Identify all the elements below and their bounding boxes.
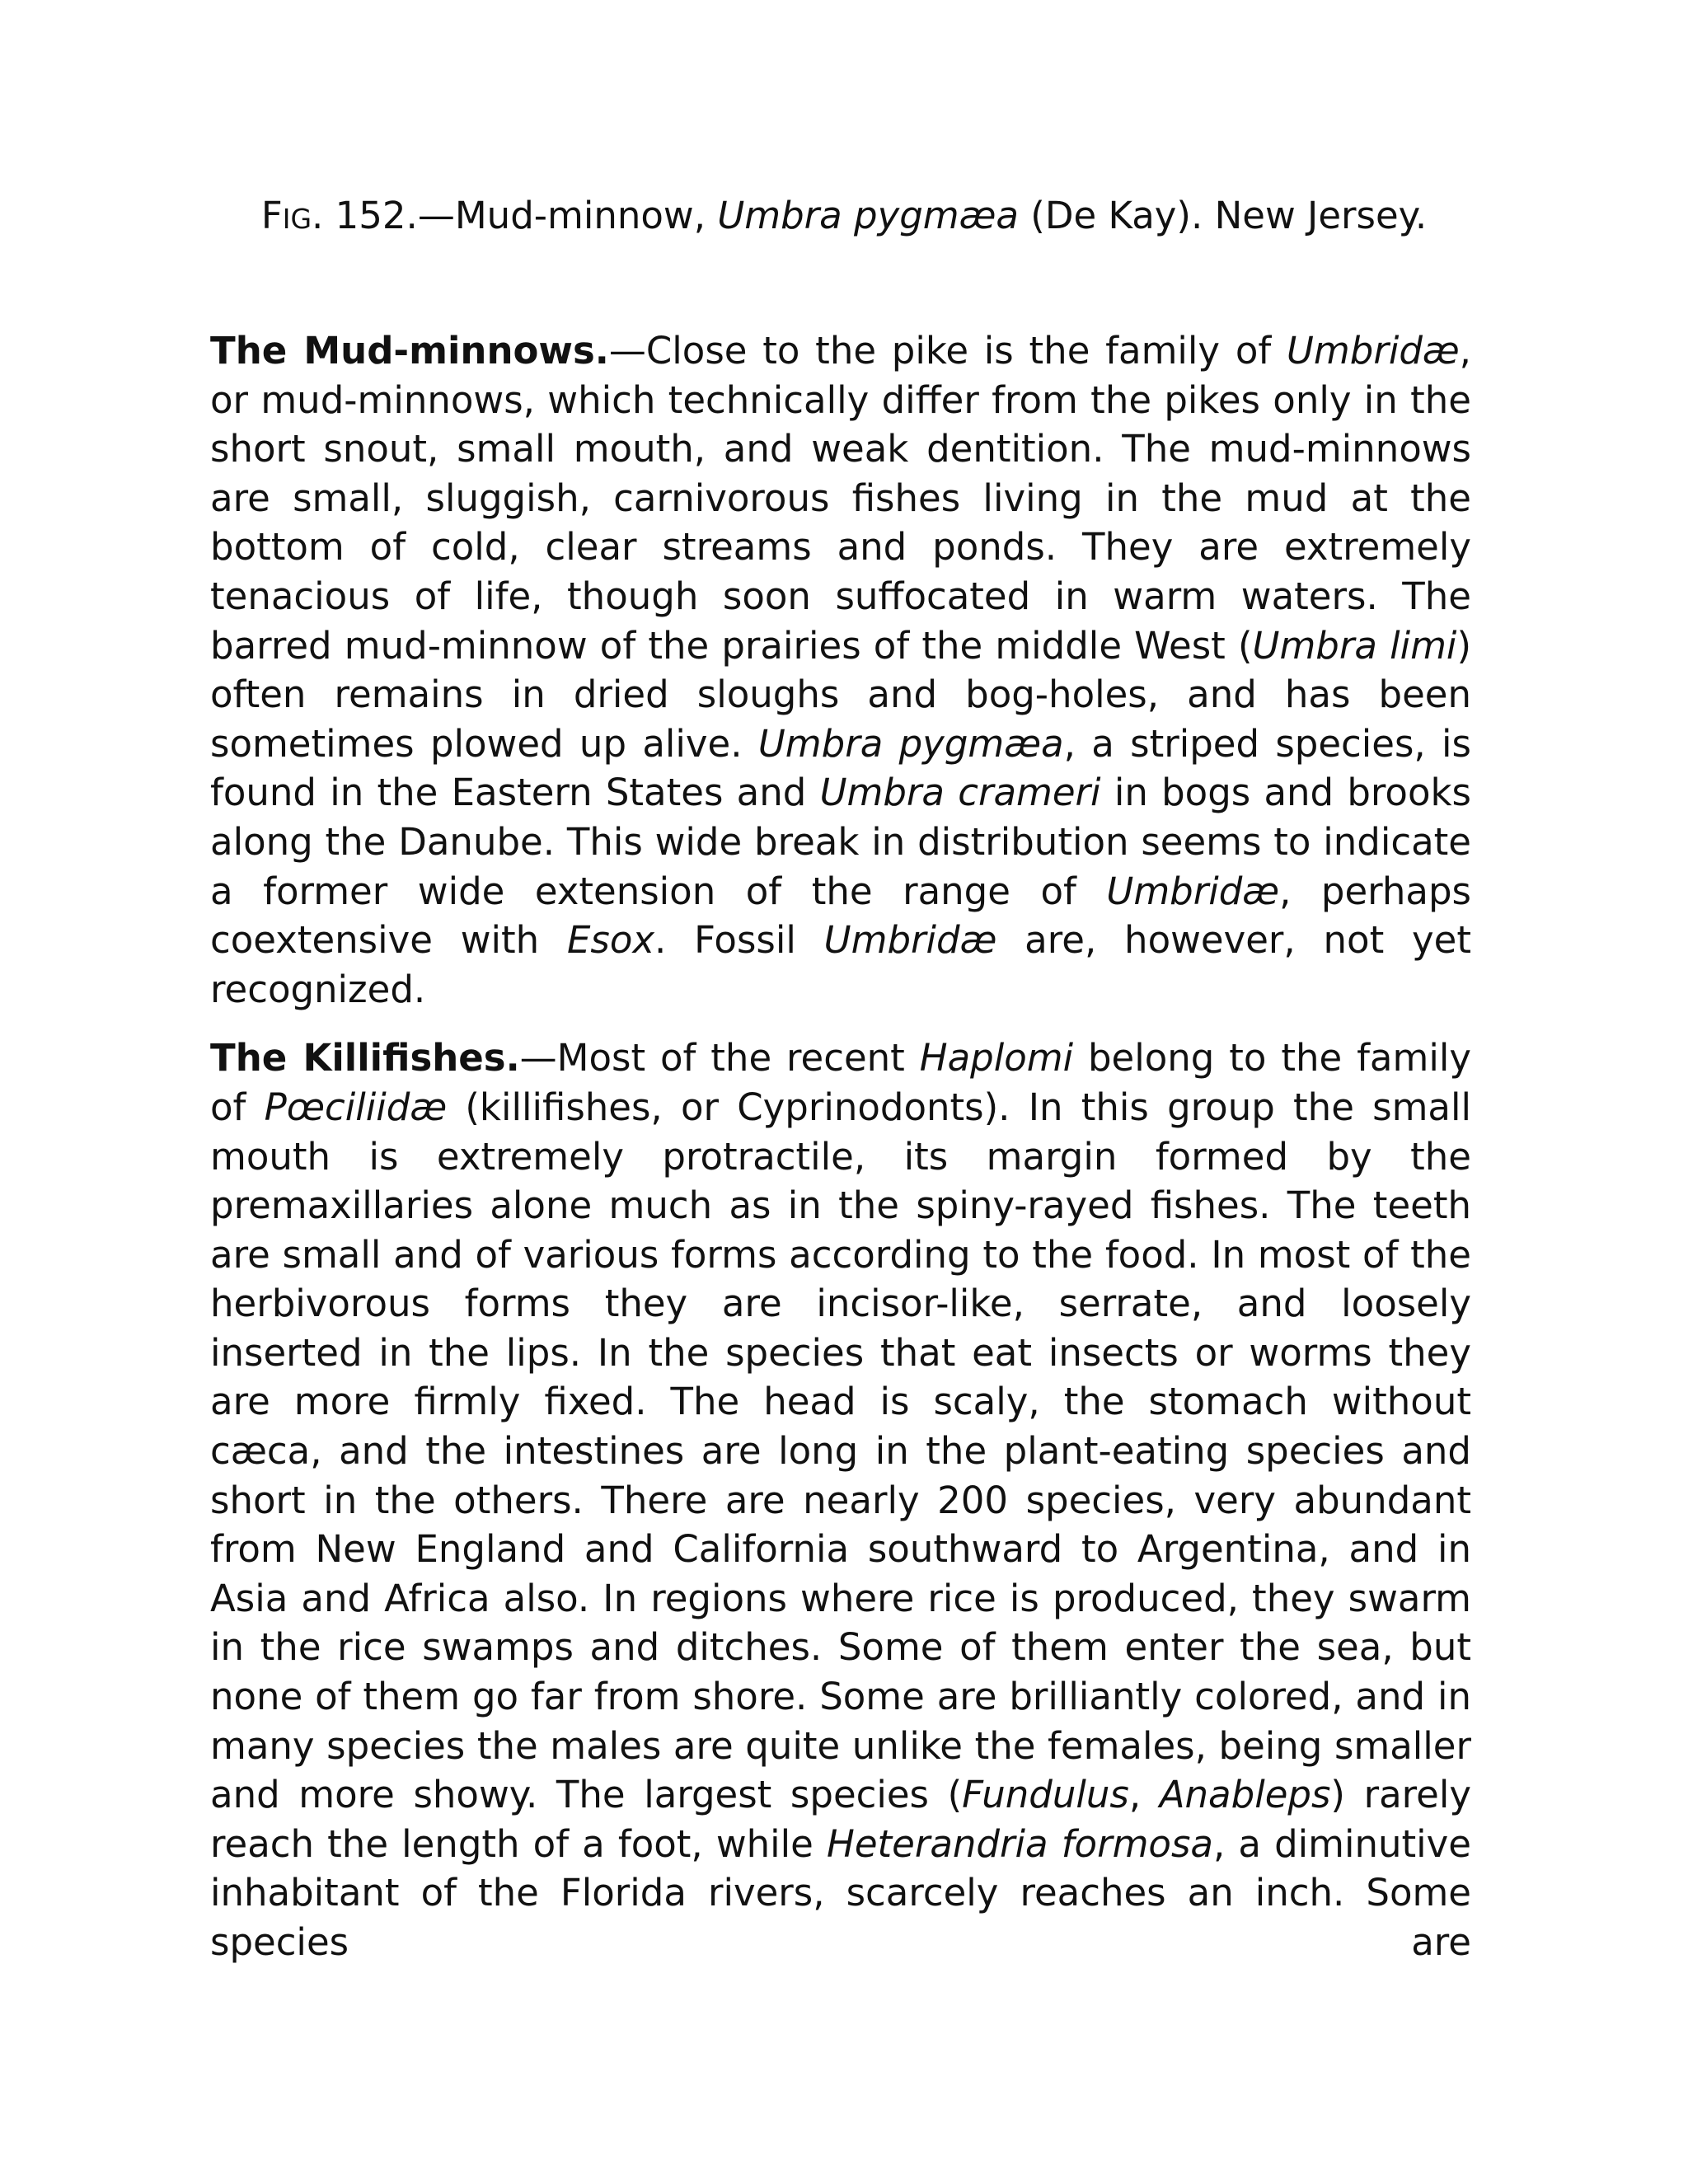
italic-term: Pœciliidæ — [264, 1085, 448, 1129]
caption-fig-initial: F — [260, 194, 283, 237]
text-run: ) rarely reach the length of a foot, while — [210, 1773, 1471, 1866]
italic-term: Umbra limi — [1252, 623, 1457, 668]
italic-term: Umbridæ — [823, 918, 997, 963]
italic-term: Umbridæ — [1286, 329, 1460, 373]
caption-number: . 152.—Mud-minnow, — [312, 194, 718, 237]
body-text — [210, 326, 1471, 1987]
text-run: belong to the family of — [210, 1036, 1471, 1129]
paragraph-heading: The Killifishes. — [210, 1036, 520, 1080]
caption-species: Umbra pygmæa — [717, 194, 1019, 237]
text-run: in bogs and brooks along the Danube. This wide break in distribution seems to indicate a former wide extension of the range of — [210, 771, 1471, 913]
italic-term: Heterandria formosa — [826, 1821, 1213, 1866]
text-run: —Most of the recent — [519, 1036, 920, 1080]
italic-term: Fundulus — [962, 1773, 1129, 1817]
italic-term: Umbra pygmæa — [757, 721, 1064, 766]
text-run: , or mud-minnows, which technically differ from the pikes only in the short snout, small mouth, and weak dentition. The mud-minnows are small, sluggish, carnivorous fishes living in the mud at the bottom of cold, clear streams and ponds. They are extremely tenacious of life, though soon suffocated in warm waters. The barred mud-minnow of the prairies of the middle West ( — [210, 329, 1471, 668]
text-run: ) often remains in dried sloughs and bog-holes, and has been sometimes plowed up alive. — [210, 623, 1471, 766]
caption-rest: (De Kay). New Jersey. — [1019, 194, 1428, 237]
caption-fig-smallcaps: IG — [282, 203, 312, 235]
paragraph-mud-minnows — [210, 326, 1471, 1014]
text-run: . Fossil — [654, 918, 824, 963]
text-run: , — [1128, 1773, 1160, 1817]
text-run: are, however, not yet recognized. — [210, 918, 1471, 1011]
italic-term: Anableps — [1159, 1773, 1331, 1817]
text-run: , a striped species, is found in the Eastern States and — [210, 721, 1472, 815]
figure-caption — [0, 191, 1688, 244]
paragraph-heading: The Mud-minnows. — [210, 329, 609, 373]
text-run: (killifishes, or Cyprinodonts). In this group the small mouth is extremely protractile, its margin formed by the premaxillaries alone much as in the spiny-rayed fishes. The teeth are small and of various forms according to the food. In most of the herbivorous forms they are incisor-like, serrate, and loosely inserted in the lips. In the species that eat insects or worms they are more firmly fixed. The head is scaly, the stomach without cæca, and the intestines are long in the plant-eating species and short in the others. There are nearly 200 species, very abundant from New England and California southward to Argentina, and in Asia and Africa also. In regions where rice is produced, they swarm in the rice swamps and ditches. Some of them enter the sea, but none of them go far from shore. Some are brilliantly colored, and in many species the males are quite unlike the females, being smaller and more showy. The largest species ( — [210, 1085, 1471, 1817]
italic-term: Umbridæ — [1106, 869, 1280, 913]
italic-term: Haplomi — [919, 1036, 1074, 1080]
text-run: , perhaps coextensive with — [210, 869, 1471, 963]
text-run: —Close to the pike is the family of — [608, 329, 1287, 373]
italic-term: Esox — [567, 918, 655, 963]
paragraph-killifishes — [210, 1033, 1471, 1966]
text-run: , a diminutive inhabitant of the Florida rivers, scarcely reaches an inch. Some species are — [210, 1821, 1471, 1964]
italic-term: Umbra crameri — [819, 771, 1101, 815]
